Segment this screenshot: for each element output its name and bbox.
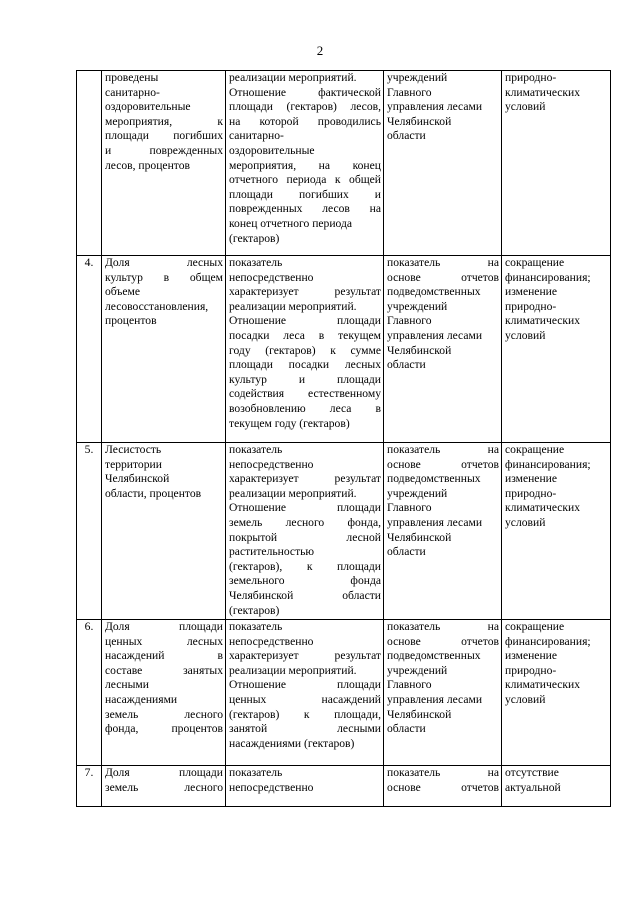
factors-line: условий [505, 328, 546, 342]
name-line: проведены [105, 71, 159, 84]
source-line: показатель на [387, 766, 499, 779]
factors-line: климатических [505, 314, 581, 328]
source-line: основе отчетов [387, 634, 499, 648]
source-line: подведомственных [387, 649, 481, 663]
description-cell [226, 620, 384, 766]
page-number: 2 [316, 43, 324, 58]
factors-line: природно- [505, 299, 557, 313]
source-line: показатель на [387, 443, 499, 456]
source-line: Главного [387, 501, 432, 515]
description-line: насаждениями (гектаров) [229, 736, 355, 750]
description-line: (гектаров) к площади, [229, 707, 381, 721]
factors-line: условий [505, 100, 546, 114]
description-line: мероприятия, на конец [229, 158, 381, 172]
name-line: насаждений в [105, 649, 223, 663]
description-line: земельного фонда [229, 574, 381, 588]
name-line: фонда, процентов [105, 722, 223, 736]
factors-line: сокращение [505, 443, 565, 456]
name-line: процентов [105, 314, 157, 328]
row-number-cell [77, 766, 102, 807]
name-line: площади погибших [105, 129, 223, 143]
factors-line: изменение [505, 649, 558, 663]
row-number: 6. [84, 620, 94, 633]
description-line: покрытой лесной [229, 530, 381, 544]
description-line: площади (гектаров) лесов, [229, 100, 381, 114]
factors-line: природно- [505, 71, 557, 84]
factors-line: условий [505, 515, 546, 529]
description-line: текущем году (гектаров) [229, 416, 350, 430]
description-line: показатель [229, 766, 283, 779]
source-line: Главного [387, 85, 432, 99]
factors-line: финансирования; [505, 634, 591, 648]
table-row [77, 71, 611, 256]
factors-line: отсутствие [505, 766, 559, 779]
factors-line: финансирования; [505, 270, 591, 284]
row-number: 5. [84, 443, 94, 456]
description-line: Отношение фактической [229, 85, 381, 99]
factors-line: природно- [505, 663, 557, 677]
name-line: составе занятых [105, 663, 223, 677]
description-line: площади погибших и [229, 187, 381, 201]
name-cell [102, 766, 226, 807]
name-line: Доля лесных [105, 256, 223, 269]
source-cell [384, 443, 502, 620]
description-line: посадки леса в текущем [229, 328, 381, 342]
row-number-cell [77, 620, 102, 766]
factors-line: сокращение [505, 620, 565, 633]
source-line: подведомственных [387, 472, 481, 486]
description-line: показатель [229, 256, 283, 269]
name-line: санитарно- [105, 85, 160, 99]
name-line: Челябинской [105, 472, 170, 486]
source-line: основе отчетов [387, 270, 499, 284]
source-line: Челябинской [387, 343, 452, 357]
factors-line: условий [505, 692, 546, 706]
description-line: реализации мероприятий. [229, 663, 357, 677]
source-line: Челябинской [387, 114, 452, 128]
description-line: земель лесного фонда, [229, 515, 381, 529]
description-line: реализации мероприятий. [229, 486, 357, 500]
source-cell [384, 766, 502, 807]
source-line: учреждений [387, 71, 448, 84]
description-line: на которой проводились [229, 114, 381, 128]
factors-line: актуальной [505, 780, 561, 794]
source-line: управления лесами [387, 100, 483, 114]
source-line: области [387, 722, 426, 736]
indicators-table [76, 70, 611, 807]
description-line: (гектаров), к площади [229, 559, 381, 573]
description-line: санитарно- [229, 129, 284, 143]
name-line: земель лесного [105, 707, 223, 721]
name-line: области, процентов [105, 486, 202, 500]
source-line: Главного [387, 678, 432, 692]
name-line: ценных лесных [105, 634, 223, 648]
factors-cell [502, 620, 611, 766]
row-number-cell [77, 256, 102, 443]
factors-cell [502, 443, 611, 620]
source-line: основе отчетов [387, 780, 499, 794]
source-line: подведомственных [387, 285, 481, 299]
description-line: реализации мероприятий. [229, 299, 357, 313]
source-line: области [387, 358, 426, 372]
source-cell [384, 620, 502, 766]
source-line: области [387, 545, 426, 559]
description-line: оздоровительные [229, 143, 315, 157]
description-line: Отношение площади [229, 314, 381, 328]
description-line: непосредственно [229, 457, 314, 471]
table-row [77, 256, 611, 443]
description-cell [226, 766, 384, 807]
factors-cell [502, 256, 611, 443]
name-line: лесов, процентов [105, 158, 190, 172]
name-line: мероприятия, к [105, 114, 223, 128]
row-number-cell [77, 443, 102, 620]
table-row [77, 620, 611, 766]
name-line: культур в общем [105, 270, 223, 284]
source-cell [384, 71, 502, 256]
source-line: показатель на [387, 256, 499, 269]
factors-line: климатических [505, 678, 581, 692]
description-cell [226, 443, 384, 620]
description-line: (гектаров) [229, 231, 280, 245]
name-line: оздоровительные [105, 100, 191, 114]
source-line: учреждений [387, 299, 448, 313]
description-line: реализации мероприятий. [229, 71, 357, 84]
name-line: и поврежденных [105, 143, 223, 157]
name-cell [102, 256, 226, 443]
row-number-cell [77, 71, 102, 256]
description-cell [226, 71, 384, 256]
factors-cell [502, 766, 611, 807]
name-line: лесными [105, 678, 149, 692]
description-line: поврежденных лесов на [229, 202, 381, 216]
description-cell [226, 256, 384, 443]
description-line: показатель [229, 443, 283, 456]
factors-line: сокращение [505, 256, 565, 269]
factors-line: природно- [505, 486, 557, 500]
description-line: характеризует результат [229, 472, 381, 486]
description-line: возобновлению леса в [229, 401, 381, 415]
name-line: Доля площади [105, 620, 223, 633]
row-number: 7. [84, 766, 94, 779]
description-line: характеризует результат [229, 649, 381, 663]
row-number: 4. [84, 256, 94, 269]
description-line: Отношение площади [229, 501, 381, 515]
factors-line: финансирования; [505, 457, 591, 471]
description-line: площади посадки лесных [229, 358, 381, 372]
name-line: Лесистость [105, 443, 162, 456]
description-line: непосредственно [229, 270, 314, 284]
factors-line: изменение [505, 472, 558, 486]
factors-line: изменение [505, 285, 558, 299]
description-line: характеризует результат [229, 285, 381, 299]
description-line: ценных насаждений [229, 692, 381, 706]
name-cell [102, 71, 226, 256]
source-line: управления лесами [387, 515, 483, 529]
source-line: области [387, 129, 426, 143]
source-line: Челябинской [387, 707, 452, 721]
description-line: показатель [229, 620, 283, 633]
description-line: непосредственно [229, 780, 314, 794]
name-line: лесовосстановления, [105, 299, 209, 313]
factors-cell [502, 71, 611, 256]
name-line: Доля площади [105, 766, 223, 779]
factors-line: климатических [505, 85, 581, 99]
name-line: территории [105, 457, 162, 471]
name-line: насаждениями [105, 692, 178, 706]
description-line: растительностью [229, 545, 315, 559]
name-cell [102, 620, 226, 766]
description-line: Челябинской области [229, 588, 381, 602]
description-line: (гектаров) [229, 603, 280, 617]
description-line: непосредственно [229, 634, 314, 648]
name-line: земель лесного [105, 780, 223, 794]
description-line: Отношение площади [229, 678, 381, 692]
name-line: объеме [105, 285, 141, 299]
description-line: конец отчетного периода [229, 216, 353, 230]
source-line: показатель на [387, 620, 499, 633]
description-line: занятой лесными [229, 722, 381, 736]
table-row [77, 443, 611, 620]
source-line: управления лесами [387, 692, 483, 706]
source-line: основе отчетов [387, 457, 499, 471]
source-cell [384, 256, 502, 443]
source-line: Главного [387, 314, 432, 328]
source-line: управления лесами [387, 328, 483, 342]
name-cell [102, 443, 226, 620]
description-line: содействия естественному [229, 387, 381, 401]
table-row [77, 766, 611, 807]
source-line: учреждений [387, 486, 448, 500]
source-line: учреждений [387, 663, 448, 677]
factors-line: климатических [505, 501, 581, 515]
description-line: отчетного периода к общей [229, 173, 381, 187]
description-line: культур и площади [229, 372, 381, 386]
source-line: Челябинской [387, 530, 452, 544]
description-line: году (гектаров) к сумме [229, 343, 381, 357]
